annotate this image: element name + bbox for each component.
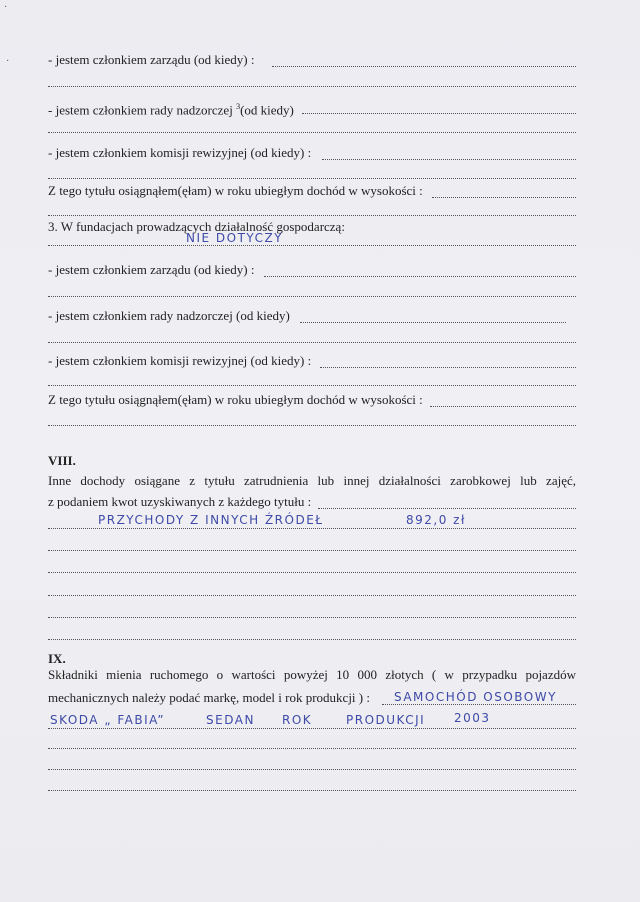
blank-line <box>48 84 576 87</box>
blank-line <box>48 423 576 426</box>
foundation-board-leader <box>264 274 576 277</box>
blank-line <box>48 213 576 216</box>
blank-line <box>48 130 576 133</box>
section-viii-heading: VIII. <box>48 453 76 468</box>
foundation-board-label: - jestem członkiem zarządu (od kiedy) : <box>48 262 255 277</box>
footnote-marker: 3 <box>236 102 241 111</box>
margin-mark-side: · <box>6 56 10 67</box>
blank-line <box>48 767 576 770</box>
audit-committee-label: - jestem członkiem komisji rewizyjnej (od kiedy) : <box>48 145 312 160</box>
section-viii-text-1: Inne dochody osiągane z tytułu zatrudnienia lub innej działalności zarobkowej lub zajęć, <box>48 473 576 488</box>
foundation-audit-label: - jestem członkiem komisji rewizyjnej (od kiedy) : <box>48 353 312 368</box>
blank-line <box>48 294 576 297</box>
foundation-audit-leader <box>320 365 576 368</box>
section-ix-text-1: Składniki mienia ruchomego o wartości powyżej 10 000 złotych ( w przypadku pojazdów <box>48 667 576 682</box>
handwritten-production-year: 2003 <box>454 711 491 725</box>
handwritten-year-label: ROK <box>282 713 313 727</box>
handwritten-income-source: PRZYCHODY Z INNYCH ŹRÓDEŁ <box>98 513 324 527</box>
foundation-supervisory-leader <box>300 320 566 323</box>
foundation-income-label: Z tego tytułu osiągnąłem(ęłam) w roku ubiegłym dochód w wysokości : <box>48 392 423 407</box>
handwritten-vehicle-body: SEDAN <box>206 713 255 727</box>
section-viii-text-2: z podaniem kwot uzyskiwanych z każdego tytułu : <box>48 494 312 509</box>
supervisory-board-label: - jestem członkiem rady nadzorczej <box>48 102 237 118</box>
section-ix-text-2: mechanicznych należy podać markę, model i rok produkcji ) : <box>48 690 370 705</box>
section-ix-heading: IX. <box>48 651 66 666</box>
foundations-label: 3. W fundacjach prowadzących działalność gospodarczą: <box>48 219 345 234</box>
supervisory-board-leader <box>302 111 576 114</box>
blank-line <box>48 637 576 640</box>
blank-line <box>48 615 576 618</box>
blank-line <box>48 746 576 749</box>
foundation-income-leader <box>430 404 576 407</box>
audit-committee-leader <box>322 157 576 160</box>
blank-line <box>48 526 576 529</box>
blank-line <box>48 340 576 343</box>
blank-line <box>48 176 576 179</box>
supervisory-board-since: (od kiedy) <box>240 102 294 118</box>
handwritten-vehicle-model: SKODA „ FABIA” <box>50 713 166 727</box>
supervisory-board-line <box>48 99 576 118</box>
foundation-supervisory-label: - jestem członkiem rady nadzorczej (od kiedy) <box>48 308 290 323</box>
handwritten-year-word: PRODUKCJI <box>346 713 426 727</box>
blank-line <box>48 726 576 729</box>
blank-line <box>48 548 576 551</box>
blank-line <box>48 243 576 246</box>
management-board-label: - jestem członkiem zarządu (od kiedy) : <box>48 52 255 67</box>
income-label: Z tego tytułu osiągnąłem(ęłam) w roku ubiegłym dochód w wysokości : <box>48 183 423 198</box>
handwritten-vehicle-type: SAMOCHÓD OSOBOWY <box>394 690 557 704</box>
margin-mark-top: · <box>4 2 8 13</box>
blank-line <box>48 570 576 573</box>
blank-line <box>48 383 576 386</box>
management-board-leader <box>272 64 576 67</box>
blank-line <box>48 788 576 791</box>
handwritten-not-applicable: NIE DOTYCZY <box>186 231 284 245</box>
section-viii-leader <box>318 506 576 509</box>
handwritten-income-amount: 892,0 zł <box>406 513 466 527</box>
blank-line <box>48 593 576 596</box>
income-leader <box>432 195 576 198</box>
foundations-line <box>48 219 576 235</box>
